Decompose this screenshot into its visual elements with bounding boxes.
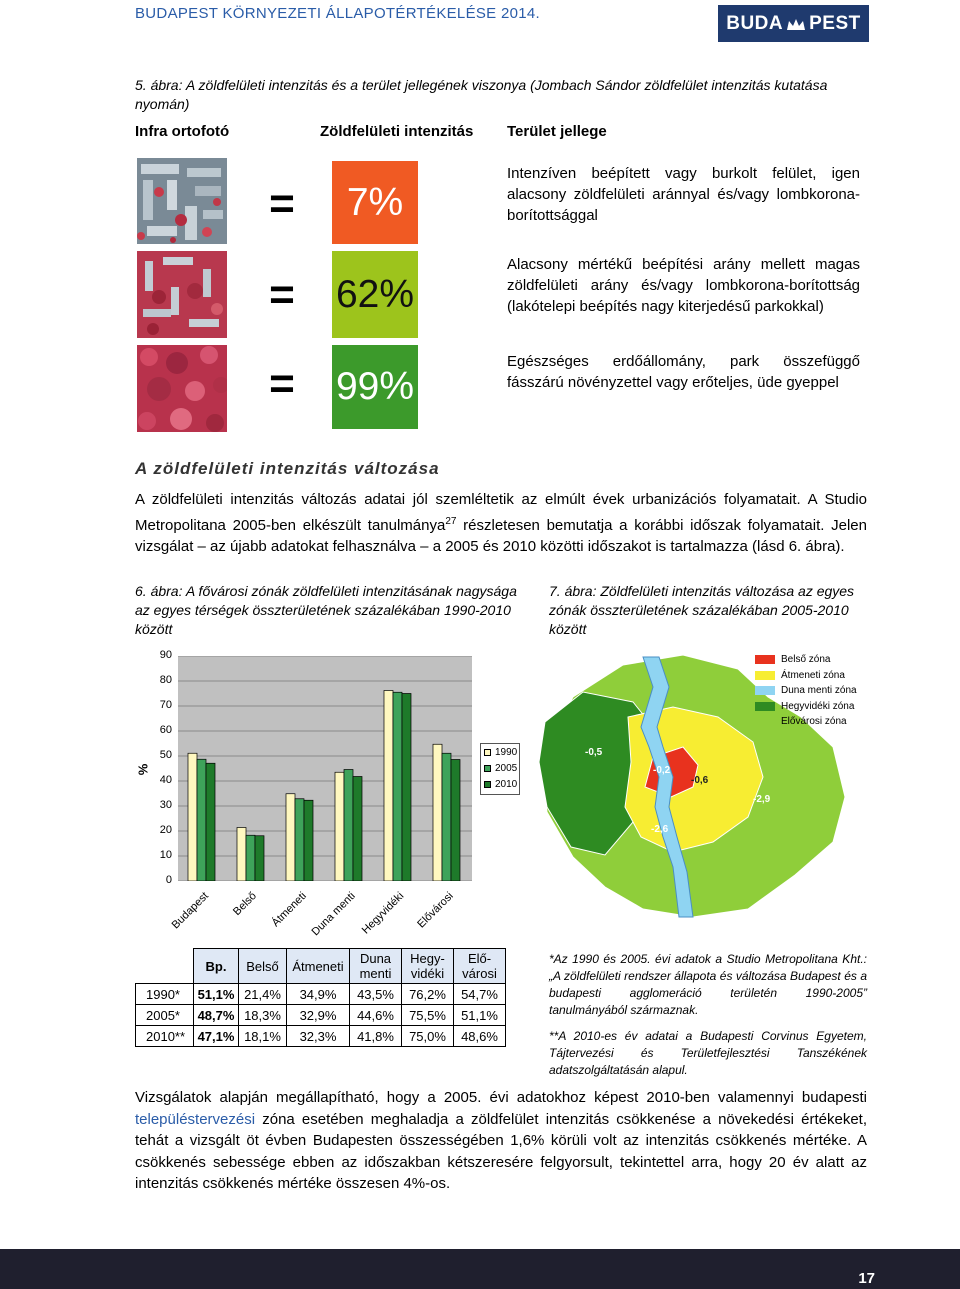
table-header-row xyxy=(136,949,506,984)
chart-bar-2005-5 xyxy=(442,753,451,881)
chart-bar-1990-2 xyxy=(286,794,295,881)
paragraph-text-1: A zöldfelületi intenzitás változás adatai jól szemléltetik az elmúlt évek urbanizációs folyamatait. A Studio Metropolitana 2005-ben elkészült tanulmánya xyxy=(135,491,867,534)
table-cell: 76,2% xyxy=(402,984,454,1005)
chart-bar-2005-2 xyxy=(295,799,304,881)
table-header-corner xyxy=(136,949,194,984)
table-cell: 47,1% xyxy=(194,1026,239,1047)
logo-text-right: PEST xyxy=(809,12,861,34)
intensity-box-7: 7% xyxy=(332,161,418,244)
infra-photo-housing-estate xyxy=(137,251,227,338)
equals-sign-3: = xyxy=(269,359,295,408)
table-cell: 21,4% xyxy=(239,984,287,1005)
map-legend-item-inner xyxy=(755,652,857,668)
chart-x-tick-label: Belső xyxy=(231,890,260,918)
chart-y-tick-label: 20 xyxy=(159,824,172,836)
table-cell: 44,6% xyxy=(350,1005,402,1026)
chart-bar-1990-5 xyxy=(433,744,442,881)
table-cell: 54,7% xyxy=(454,984,506,1005)
table-cell: 18,3% xyxy=(239,1005,287,1026)
table-cell: 43,5% xyxy=(350,984,402,1005)
chart-bar-2010-4 xyxy=(402,694,411,882)
chart-bar-1990-0 xyxy=(188,753,197,881)
chart-y-tick-label: 30 xyxy=(159,799,172,811)
map-legend xyxy=(755,652,857,730)
intensity-box-99: 99% xyxy=(332,345,418,429)
legend-swatch-1990 xyxy=(484,749,491,756)
section-heading: A zöldfelületi intenzitás változása xyxy=(135,459,440,478)
chart-plot-area xyxy=(178,656,472,881)
legend-item-2005 xyxy=(481,760,519,776)
map-legend-item-transition xyxy=(755,668,857,684)
table-header-elovarosi: Elő-városi xyxy=(454,949,506,984)
area-type-description-2: Alacsony mértékű beépítési arány mellett magas zöldfelületi arány és/vagy lombkorona-borítottság (lakótelepi beépítés nagy kiterjedésű parkokkal) xyxy=(507,256,860,315)
table-row xyxy=(136,1005,506,1026)
chart-bar-2010-3 xyxy=(353,777,362,882)
table-cell: 51,1% xyxy=(454,1005,506,1026)
section-paragraph xyxy=(135,489,867,558)
chart-y-tick-label: 0 xyxy=(165,874,172,886)
legend-item-1990 xyxy=(481,744,519,760)
chart-bar-2010-0 xyxy=(206,763,215,881)
legend-item-2010 xyxy=(481,776,519,792)
crown-icon xyxy=(786,18,806,31)
col-header-ortofoto: Infra ortofotó xyxy=(135,123,230,140)
table-cell: 2010** xyxy=(136,1026,194,1047)
chart-y-tick-label: 90 xyxy=(159,649,172,661)
legend-label-2010: 2010 xyxy=(495,778,518,790)
table-header-duna-menti: Duna menti xyxy=(350,949,402,984)
infra-photo-forest xyxy=(137,345,227,432)
map-legend-swatch-hill xyxy=(755,702,775,711)
table-cell: 2005* xyxy=(136,1005,194,1026)
page-number: 17 xyxy=(858,1270,875,1287)
chart-x-tick-label: Budapest xyxy=(169,890,211,932)
map-legend-swatch-danube xyxy=(755,686,775,695)
col-header-area-type: Terület jellege xyxy=(507,123,607,140)
paragraph-text-2: részletesen bemutatja a korábbi időszak folyamatait. Jelen vizsgálat – az újabb adatokat felhasználva – a 2005 és 2010 közötti időszakot is tartalmazza (lásd 6. ábra). xyxy=(135,516,867,555)
table-cell: 32,3% xyxy=(287,1026,350,1047)
legend-swatch-2010 xyxy=(484,781,491,788)
bar-chart xyxy=(178,656,472,881)
table-cell: 41,8% xyxy=(350,1026,402,1047)
map-legend-item-hill xyxy=(755,699,857,715)
chart-y-tick-label: 10 xyxy=(159,849,172,861)
table-cell: 75,0% xyxy=(402,1026,454,1047)
logo-text-left: BUDA xyxy=(726,12,784,34)
table-cell: 1990* xyxy=(136,984,194,1005)
map-legend-label-transition: Átmeneti zóna xyxy=(781,669,845,681)
table-row xyxy=(136,984,506,1005)
settlement-planning-link[interactable]: településtervezési xyxy=(135,1110,256,1128)
equals-sign-2: = xyxy=(269,270,295,319)
map-label-inner: -0,2 xyxy=(653,765,671,776)
map-legend-label-danube: Duna menti zóna xyxy=(781,685,857,696)
chart-bar-1990-4 xyxy=(384,691,393,882)
map-legend-label-hill: Hegyvidéki zóna xyxy=(781,700,855,712)
area-type-description-3: Egészséges erdőállomány, park összefüggő fásszárú növényzettel vagy erőteljes, üde gyeppel xyxy=(507,353,860,391)
map-label-suburban-east: -2,9 xyxy=(753,794,771,805)
chart-y-tick-label: 60 xyxy=(159,724,172,736)
equals-sign-1: = xyxy=(269,179,295,228)
chart-bar-1990-3 xyxy=(335,772,344,881)
chart-y-tick-label: 40 xyxy=(159,774,172,786)
figure5-caption: 5. ábra: A zöldfelületi intenzitás és a terület jellegének viszonya (Jombach Sándor zöldfelület intenzitás kutatása nyomán) xyxy=(135,77,828,112)
map-legend-item-danube xyxy=(755,683,857,699)
map-label-danube: -2,6 xyxy=(651,824,669,835)
table-cell: 34,9% xyxy=(287,984,350,1005)
table-header-hegyvideki: Hegy-vidéki xyxy=(402,949,454,984)
legend-label-1990: 1990 xyxy=(495,746,518,758)
table-cell: 18,1% xyxy=(239,1026,287,1047)
chart-bar-2010-1 xyxy=(255,836,264,881)
legend-label-2005: 2005 xyxy=(495,762,518,774)
chart-bar-2005-4 xyxy=(393,692,402,881)
footnote-reference: 27 xyxy=(445,515,457,527)
table-row xyxy=(136,1026,506,1047)
area-type-description-1: Intenzíven beépített vagy burkolt felület, igen alacsony zöldfelületi aránnyal és/vagy lombkorona-borítottsággal xyxy=(507,165,860,224)
chart-x-tick-label: Elővárosi xyxy=(415,890,456,931)
chart-bar-2005-1 xyxy=(246,835,255,881)
map-legend-label-suburban: Elővárosi zóna xyxy=(781,716,847,727)
conclusion-text-2: zóna esetében meghaladja a zöldfelület intenzitás csökkenése a növekedési értékeket, tehát a vizsgált öt évben Budapesten összességében 1,6% körüli volt az intenzitás csökkenés mértéke. A csökkenés sebessége ebben az időszakban kétszeresére felgyorsult, tekintettel arra, hogy 20 év alatt az intenzitás csökkenés mértéke összesen 4%-os. xyxy=(135,1110,867,1192)
chart-bar-1990-1 xyxy=(237,828,246,882)
chart-bar-2005-3 xyxy=(344,770,353,882)
table-header-belso: Belső xyxy=(239,949,287,984)
chart-x-tick-label: Hegyvidéki xyxy=(359,890,407,937)
table-cell: 32,9% xyxy=(287,1005,350,1026)
intensity-data-table xyxy=(135,948,506,1047)
table-cell: 75,5% xyxy=(402,1005,454,1026)
intensity-box-62: 62% xyxy=(332,251,418,338)
chart-bar-2010-2 xyxy=(304,800,313,881)
chart-y-tick-label: 50 xyxy=(159,749,172,761)
figure6-caption: 6. ábra: A fővárosi zónák zöldfelületi intenzitásának nagysága az egyes térségek összterületének százalékában 1990-2010 között xyxy=(135,583,517,637)
conclusion-text-1: Vizsgálatok alapján megállapítható, hogy a 2005. évi adatokhoz képest 2010-ben valamennyi budapesti xyxy=(135,1089,867,1106)
map-label-suburban-west: -0,5 xyxy=(585,747,603,758)
table-note-1: *Az 1990 és 2005. évi adatok a Studio Metropolitana Kht.: „A zöldfelületi rendszer állapota és változása Budapest és a budapesti agglomeráció területén 1990-2005” tanulmányából származnak. xyxy=(549,952,867,1017)
chart-x-tick-label: Átmeneti xyxy=(269,890,309,930)
map-legend-swatch-suburban xyxy=(755,717,775,726)
chart-y-tick-label: 70 xyxy=(159,699,172,711)
document-header-title: BUDAPEST KÖRNYEZETI ÁLLAPOTÉRTÉKELÉSE 2014. xyxy=(135,5,540,22)
budapest-logo xyxy=(718,5,869,42)
table-header-atmeneti: Átmeneti xyxy=(287,949,350,984)
col-header-intensity: Zöldfelületi intenzitás xyxy=(320,123,474,140)
chart-bar-2005-0 xyxy=(197,759,206,881)
table-cell: 48,7% xyxy=(194,1005,239,1026)
chart-bar-2010-5 xyxy=(451,760,460,882)
page-footer xyxy=(0,1249,960,1289)
table-cell: 51,1% xyxy=(194,984,239,1005)
map-label-transition: -0,6 xyxy=(691,775,709,786)
table-note-2: **A 2010-es év adatai a Budapesti Corvinus Egyetem, Tájtervezési és Területfejlesztési Tanszékének adatszolgáltatásán alapul. xyxy=(549,1029,867,1077)
map-legend-label-inner: Belső zóna xyxy=(781,654,831,665)
table-header-bp: Bp. xyxy=(194,949,239,984)
chart-y-axis-label: % xyxy=(135,763,151,776)
chart-x-tick-label: Duna menti xyxy=(309,890,358,939)
chart-y-tick-label: 80 xyxy=(159,674,172,686)
legend-swatch-2005 xyxy=(484,765,491,772)
conclusion-paragraph xyxy=(135,1087,867,1195)
map-legend-swatch-transition xyxy=(755,671,775,680)
infra-photo-urban xyxy=(137,158,227,244)
figure7-caption: 7. ábra: Zöldfelületi intenzitás változása az egyes zónák összterületének százalékában 2005-2010 között xyxy=(549,583,855,637)
table-cell: 48,6% xyxy=(454,1026,506,1047)
chart-legend xyxy=(480,743,520,795)
map-legend-item-suburban xyxy=(755,714,857,730)
map-legend-swatch-inner xyxy=(755,655,775,664)
